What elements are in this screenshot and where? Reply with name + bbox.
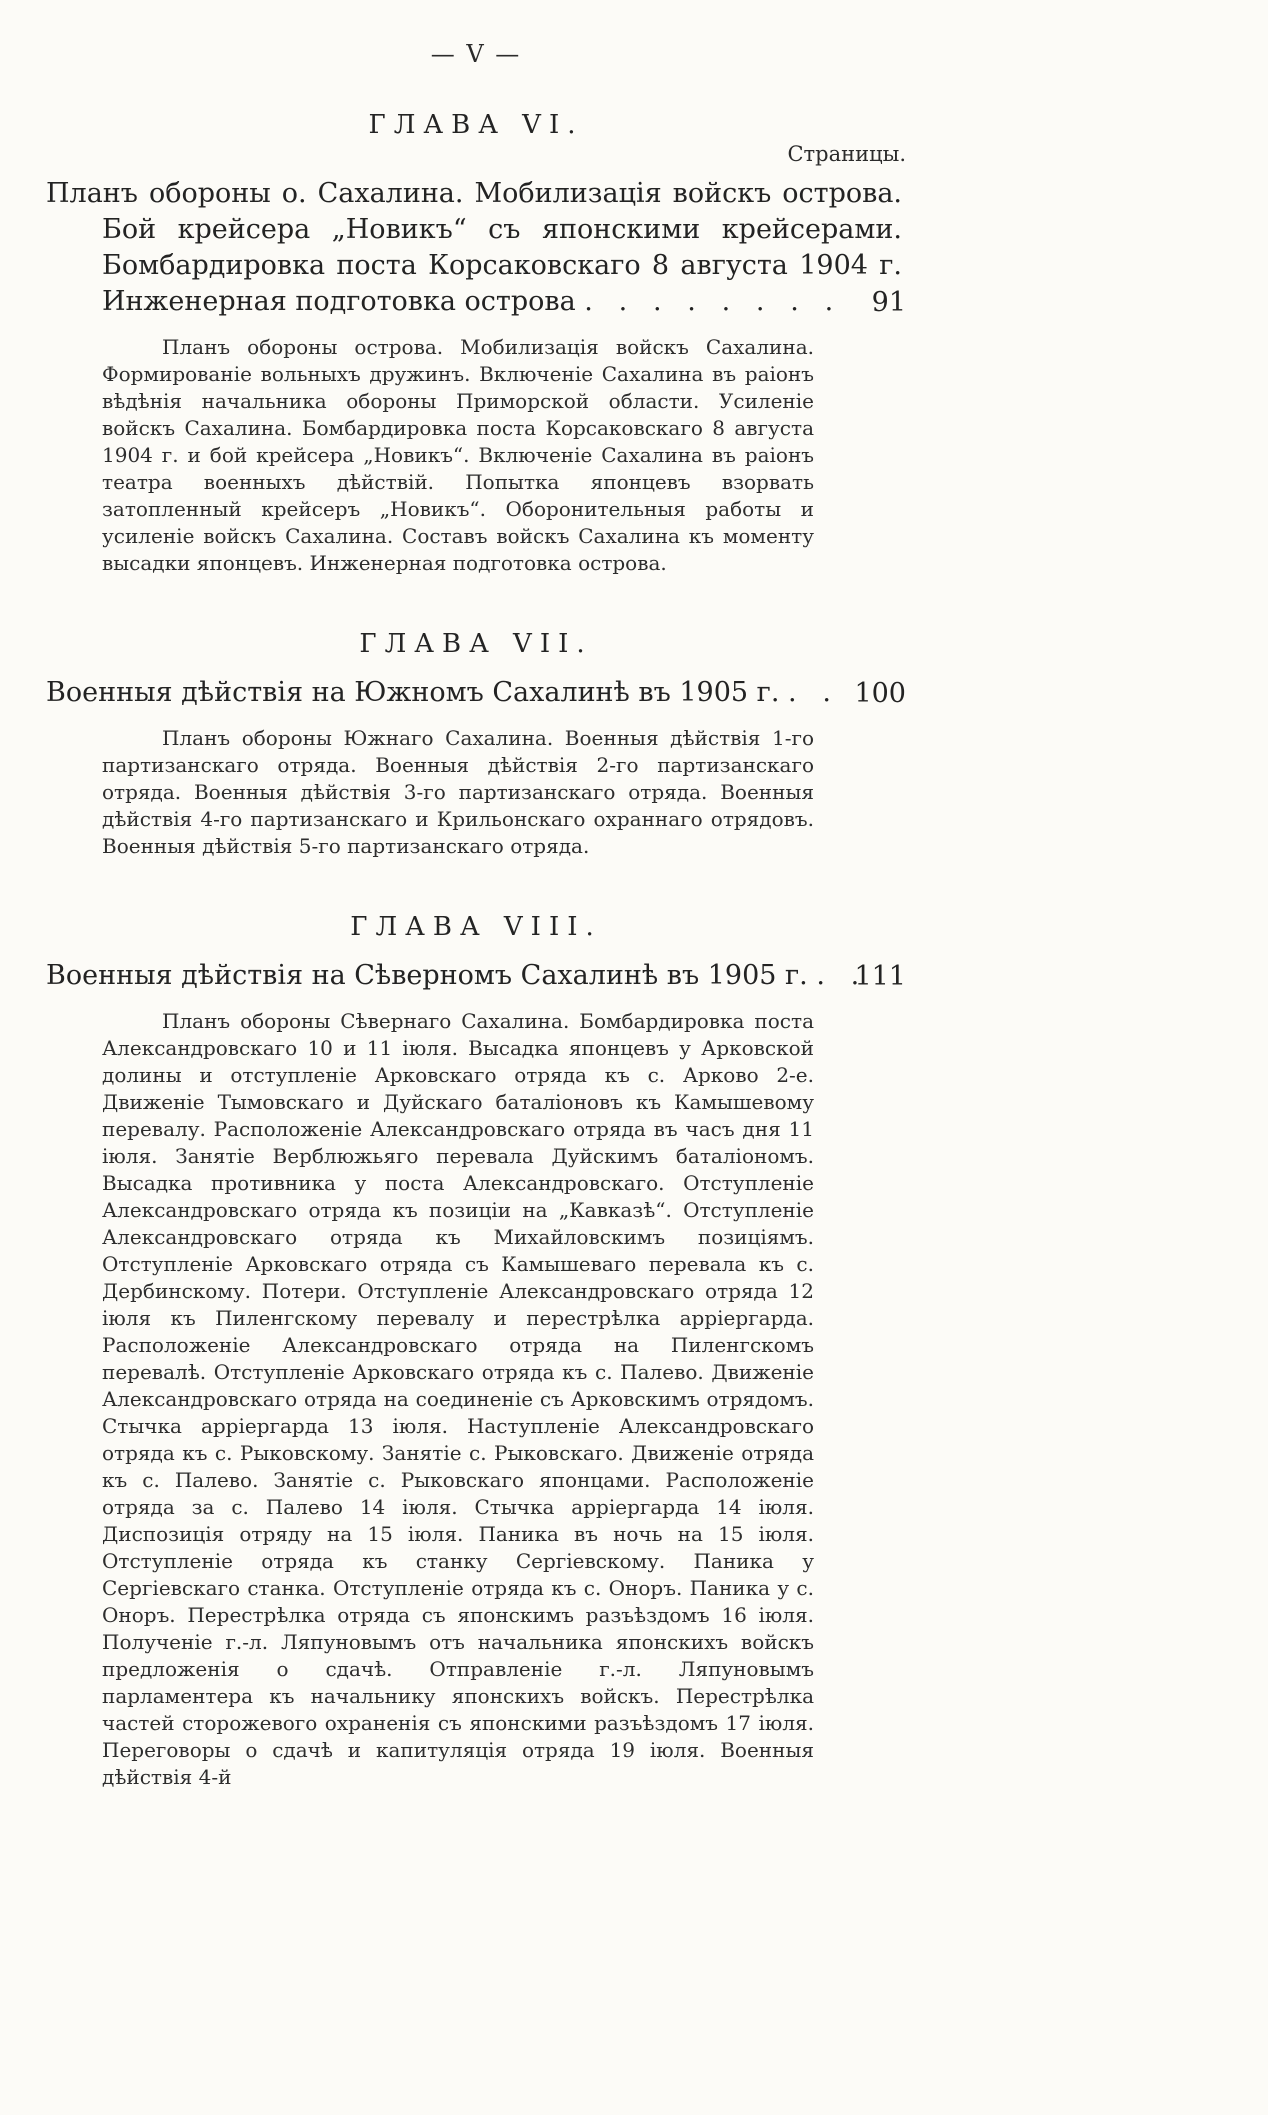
page-content (46, 0, 906, 1791)
pages-column-label: Страницы. (787, 142, 906, 166)
chapter-viii-section (46, 912, 906, 1791)
folio-page-number: — V — (430, 40, 522, 68)
chapter-viii-title: Военныя дѣйствія на Сѣверномъ Сахалинѣ въ 1905 г. . . (46, 960, 860, 991)
chapter-vi-entry (46, 176, 906, 320)
chapter-vii-section (46, 629, 906, 860)
chapter-vi-section (46, 110, 906, 577)
chapter-vii-page-number: 100 (854, 678, 906, 709)
chapter-vi-summary: Планъ обороны острова. Мобилизація войскъ Сахалина. Формированіе вольныхъ дружинъ. Включеніе Сахалина въ раіонъ вѣдѣнія начальника обороны Приморской области. Усиленіе войскъ Сахалина. Бомбардировка поста Корсаковскаго 8 августа 1904 г. и бой крейсера „Новикъ“. Включеніе Сахалина въ раіонъ театра военныхъ дѣйствій. Попытка японцевъ взорвать затопленный крейсеръ „Новикъ“. Оборонительныя работы и усиленіе войскъ Сахалина. Составъ войскъ Сахалина къ моменту высадки японцевъ. Инженерная подготовка острова. (102, 335, 814, 575)
chapter-vi-heading: ГЛАВА VI. (368, 110, 584, 140)
chapter-vi-title: Планъ обороны о. Сахалина. Мобилизація войскъ острова. Бой крейсера „Новикъ“ съ японскими крейсерами. Бомбардировка поста Корсаковскаго 8 августа 1904 г. Инженерная подготовка острова . . . . . . . . (46, 178, 902, 317)
chapter-viii-summary: Планъ обороны Сѣвернаго Сахалина. Бомбардировка поста Александровскаго 10 и 11 іюля. Высадка японцевъ у Арковской долины и отступленіе Арковскаго отряда къ с. Арково 2-е. Движеніе Тымовскаго и Дуйскаго баталіоновъ къ Камышевому перевалу. Расположеніе Александровскаго отряда въ часъ дня 11 іюля. Занятіе Верблюжьяго перевала Дуйскимъ баталіономъ. Высадка противника у поста Александровскаго. Отступленіе Александровскаго отряда къ позиціи на „Кавказѣ“. Отступленіе Александровскаго отряда къ Михайловскимъ позиціямъ. Отступленіе Арковскаго отряда съ Камышеваго перевала къ с. Дербинскому. Потери. Отступленіе Александровскаго отряда 12 іюля къ Пиленгскому перевалу и перестрѣлка арріергарда. Расположеніе Александровскаго отряда на Пиленгскомъ перевалѣ. Отступленіе Арковскаго отряда къ с. Палево. Движеніе Александровскаго отряда на соединеніе съ Арковскимъ отрядомъ. Стычка арріергарда 13 іюля. Наступленіе Александровскаго отряда къ с. Рыковскому. Занятіе с. Рыковскаго. Движеніе отряда къ с. Палево. Занятіе с. Рыковскаго японцами. Расположеніе отряда за с. Палево 14 іюля. Стычка арріергарда 14 іюля. Диспозиція отряду на 15 іюля. Паника въ ночь на 15 іюля. Отступленіе отряда къ станку Сергіевскому. Паника у Сергіевскаго станка. Отступленіе отряда къ с. Оноръ. Паника у с. Оноръ. Перестрѣлка отряда съ японскимъ разъѣздомъ 16 іюля. Полученіе г.-л. Ляпуновымъ отъ начальника японскихъ войскъ предложенія о сдачѣ. Отправленіе г.-л. Ляпуновымъ парламентера къ начальнику японскихъ войскъ. Перестрѣлка частей сторожевого охраненія съ японскими разъѣздомъ 17 іюля. Переговоры о сдачѣ и капитуляція отряда 19 іюля. Военныя дѣйствія 4-й (102, 1009, 814, 1789)
chapter-viii-heading: ГЛАВА VIII. (350, 912, 602, 942)
chapter-vi-page-number: 91 (871, 287, 906, 318)
chapter-vii-summary: Планъ обороны Южнаго Сахалина. Военныя дѣйствія 1-го партизанскаго отряда. Военныя дѣйствія 2-го партизанскаго отряда. Военныя дѣйствія 3-го партизанскаго отряда. Военныя дѣйствія 4-го партизанскаго и Крильонскаго охраннаго отрядовъ. Военныя дѣйствія 5-го партизанскаго отряда. (102, 726, 814, 858)
chapter-viii-page-number: 111 (854, 961, 906, 992)
chapter-viii-entry (46, 958, 906, 994)
chapter-vii-heading: ГЛАВА VII. (359, 629, 593, 659)
chapter-vii-title: Военныя дѣйствія на Южномъ Сахалинѣ въ 1905 г. . . (46, 677, 831, 708)
chapter-vii-entry (46, 675, 906, 711)
